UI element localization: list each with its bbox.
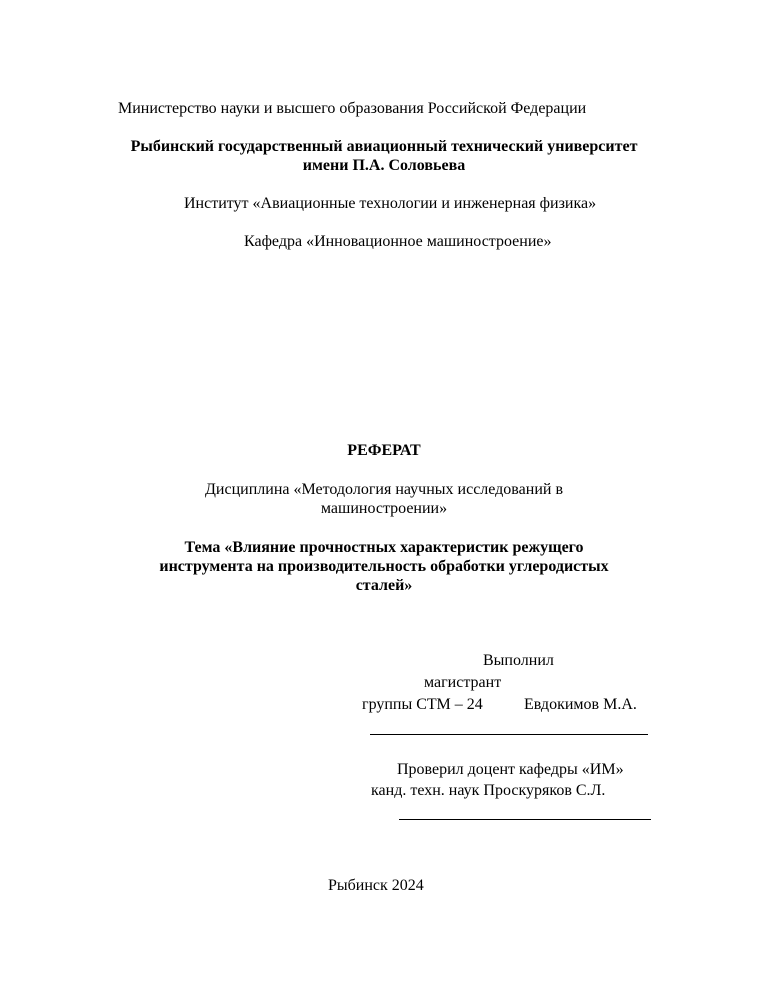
document-type: РЕФЕРАТ [347,442,421,459]
author-label: Выполнил [483,652,554,669]
reviewer-line1: Проверил доцент кафедры «ИМ» [397,761,624,778]
city-year: Рыбинск 2024 [328,877,424,894]
author-signature-line [370,734,648,735]
discipline-line2: машиностроении» [320,500,448,517]
discipline-line1: Дисциплина «Методология научных исследований в [205,481,563,498]
reviewer-signature-line [399,819,651,820]
author-role: магистрант [424,674,502,691]
department-line: Кафедра «Инновационное машиностроение» [244,233,552,250]
author-name: Евдокимов М.А. [524,696,637,713]
topic-line2: инструмента на производительность обработки углеродистых [159,558,609,575]
institute-line: Институт «Авиационные технологии и инженерная физика» [184,195,597,212]
author-group: группы СТМ – 24 [362,696,483,713]
reviewer-line2: канд. техн. наук Проскуряков С.Л. [371,782,606,799]
topic-line3: сталей» [355,577,413,594]
topic-line1: Тема «Влияние прочностных характеристик режущего [184,539,584,556]
ministry-line: Министерство науки и высшего образования Российской Федерации [118,100,587,117]
university-name-line1: Рыбинский государственный авиационный технический университет [130,138,638,155]
university-name-line2: имени П.А. Соловьева [302,157,466,174]
